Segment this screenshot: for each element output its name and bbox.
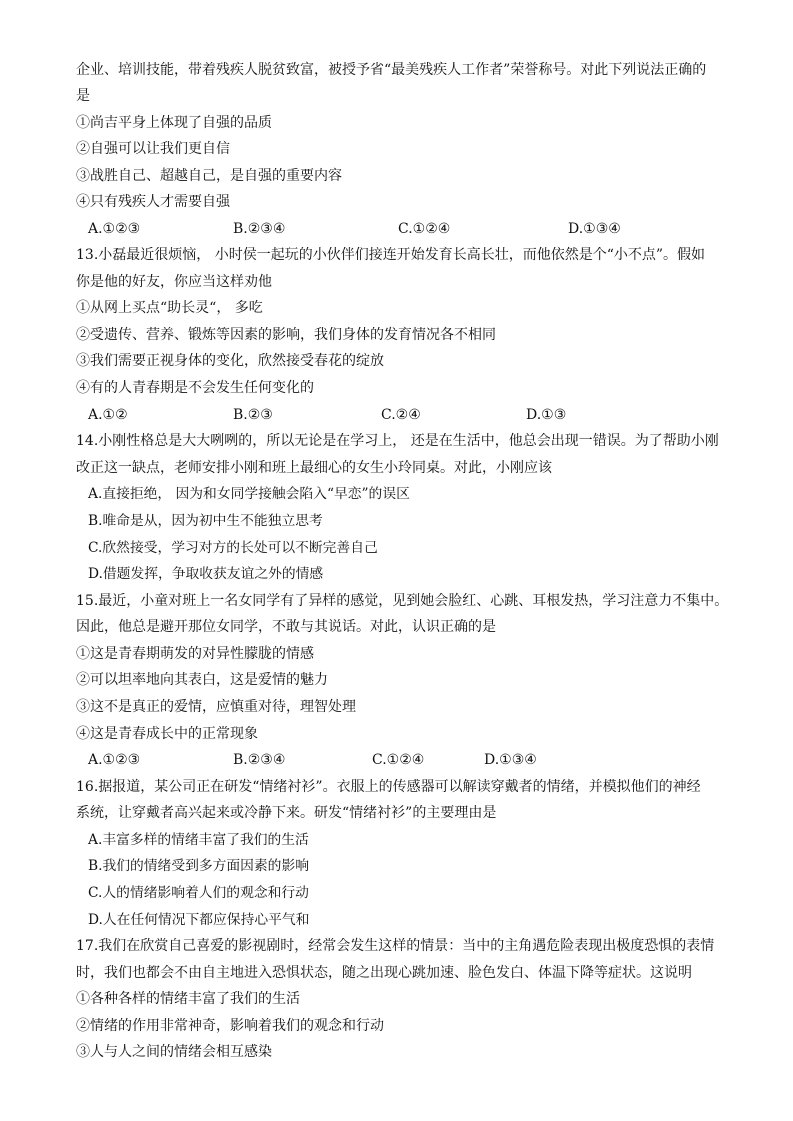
q14-choice-a: A.直接拒绝， 因为和女同学接触会陷入“早恋”的误区 bbox=[88, 486, 410, 502]
q16-choice-a: A.丰富多样的情绪丰富了我们的生活 bbox=[88, 832, 309, 848]
q17-statement-3: ③人与人之间的情绪会相互感染 bbox=[76, 1044, 272, 1060]
q15-option-c: C.①②④ bbox=[372, 752, 425, 768]
q13-option-a: A.①② bbox=[88, 407, 128, 423]
q17-statement-2: ②情绪的作用非常神奇，影响着我们的观念和行动 bbox=[76, 1018, 384, 1034]
q16-stem-line-1: 16.据报道，某公司正在研发“情绪衬衫”。衣服上的传感器可以解读穿戴者的情绪，并模拟他们的神经 bbox=[76, 779, 701, 795]
q15-statement-3: ③这不是真正的爱情，应慎重对待，理智处理 bbox=[76, 699, 356, 715]
q14-choice-d: D.借题发挥，争取收获友谊之外的情感 bbox=[88, 566, 324, 582]
q12-statement-1: ①尚吉平身上体现了自强的品质 bbox=[76, 115, 272, 131]
q15-stem-line-1: 15.最近，小童对班上一名女同学有了异样的感觉，见到她会脸红、心跳、耳根发热，学习注意力不集中。 bbox=[76, 593, 729, 609]
q14-choice-b: B.唯命是从，因为初中生不能独立思考 bbox=[88, 513, 323, 529]
q17-stem-line-1: 17.我们在欣赏自己喜爱的影视剧时，经常会发生这样的情景：当中的主角遇危险表现出极度恐惧的表情 bbox=[76, 938, 715, 954]
q12-option-b: B.②③④ bbox=[233, 221, 286, 237]
q12-option-a: A.①②③ bbox=[88, 221, 141, 237]
q12-statement-3: ③战胜自己、超越自己，是自强的重要内容 bbox=[76, 168, 342, 184]
q13-statement-1: ①从网上买点“助长灵“， 多吃 bbox=[76, 300, 263, 316]
q17-stem-line-2: 时，我们也都会不由自主地进入恐惧状态，随之出现心跳加速、脸色发白、体温下降等症状。这说明 bbox=[76, 965, 692, 981]
q15-option-d: D.①③④ bbox=[484, 752, 537, 768]
q12-stem-line-1: 企业、培训技能，带着残疾人脱贫致富，被授予省“最美残疾人工作者”荣誉称号。对此下列说法正确的 bbox=[76, 62, 707, 78]
q16-stem-line-2: 系统，让穿戴者高兴起来或冷静下来。研发“情绪衬衫”的主要理由是 bbox=[76, 805, 497, 821]
q12-statement-4: ④只有残疾人才需要自强 bbox=[76, 194, 230, 210]
q13-stem-line-1: 13.小磊最近很烦恼， 小时侯一起玩的小伙伴们接连开始发育长高长壮，而他依然是个“小不点”。假如 bbox=[76, 247, 706, 263]
q12-options bbox=[88, 219, 728, 239]
q15-statement-2: ②可以坦率地向其表白，这是爱情的魅力 bbox=[76, 672, 328, 688]
q13-option-b: B.②③ bbox=[233, 407, 273, 423]
q12-statement-2: ②自强可以让我们更自信 bbox=[76, 141, 230, 157]
q15-option-a: A.①②③ bbox=[88, 752, 141, 768]
q13-statement-3: ③我们需要正视身体的变化，欣然接受春花的绽放 bbox=[76, 353, 384, 369]
q17-statement-1: ①各种各样的情绪丰富了我们的生活 bbox=[76, 991, 300, 1007]
q15-options bbox=[88, 750, 728, 770]
q15-statement-4: ④这是青春成长中的正常现象 bbox=[76, 726, 258, 742]
q12-option-d: D.①③④ bbox=[568, 221, 621, 237]
q14-stem-line-1: 14.小刚性格总是大大咧咧的，所以无论是在学习上， 还是在生活中，他总会出现一错误。为了帮助小刚 bbox=[76, 433, 719, 449]
q16-choice-c: C.人的情绪影响着人们的观念和行动 bbox=[88, 885, 309, 901]
q12-option-c: C.①②④ bbox=[398, 221, 451, 237]
q16-choice-d: D.人在任何情况下都应保持心平气和 bbox=[88, 912, 310, 928]
q15-option-b: B.②③④ bbox=[233, 752, 286, 768]
q12-stem-line-2: 是 bbox=[76, 88, 90, 104]
q14-choice-c: C.欣然接受，学习对方的长处可以不断完善自己 bbox=[88, 540, 378, 556]
q13-statement-4: ④有的人青春期是不会发生任何变化的 bbox=[76, 380, 314, 396]
q13-options bbox=[88, 405, 728, 425]
q15-statement-1: ①这是青春期萌发的对异性朦胧的情感 bbox=[76, 646, 314, 662]
q16-choice-b: B.我们的情绪受到多方面因素的影响 bbox=[88, 858, 309, 874]
q13-option-c: C.②④ bbox=[381, 407, 421, 423]
q15-stem-line-2: 因此，他总是避开那位女同学，不敢与其说话。对此，认识正确的是 bbox=[76, 619, 496, 635]
q13-statement-2: ②受遗传、营养、锻炼等因素的影响，我们身体的发育情况各不相同 bbox=[76, 327, 496, 343]
q13-option-d: D.①③ bbox=[526, 407, 567, 423]
q14-stem-line-2: 改正这一缺点，老师安排小刚和班上最细心的女生小玲同桌。对此，小刚应该 bbox=[76, 460, 552, 476]
q13-stem-line-2: 你是他的好友，你应当这样劝他 bbox=[76, 274, 272, 290]
